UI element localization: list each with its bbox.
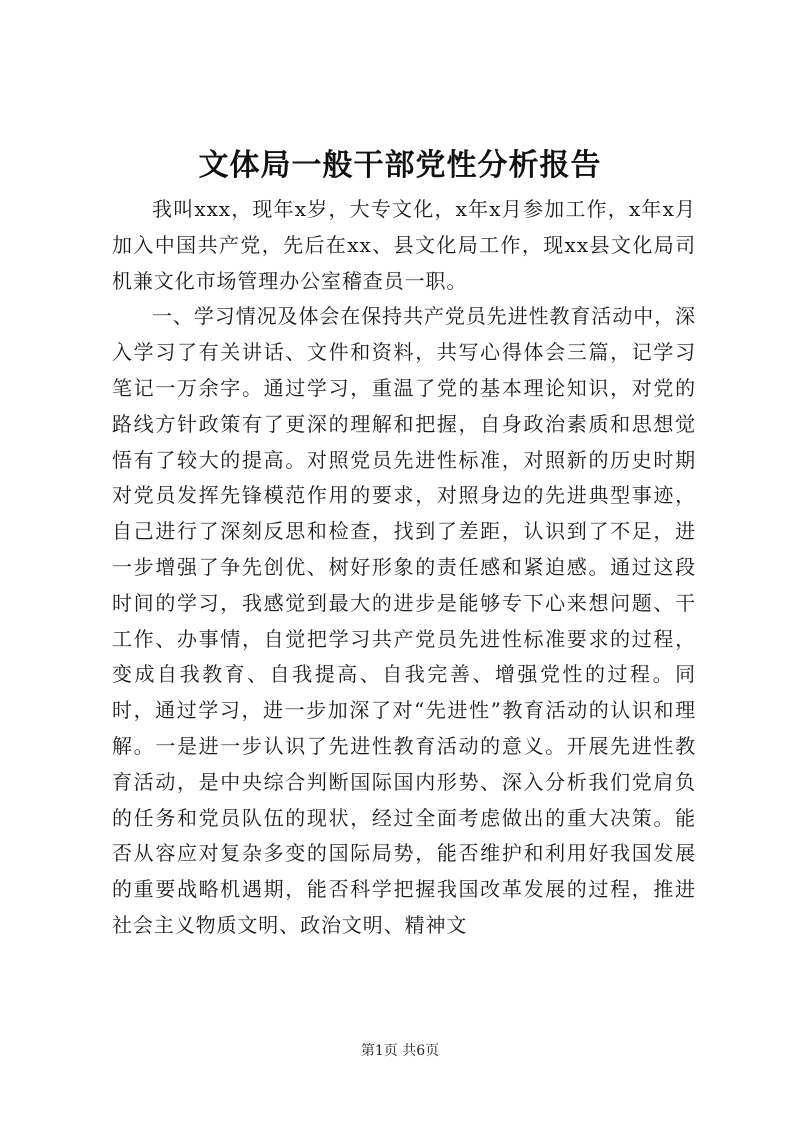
- document-title: 文体局一般干部党性分析报告: [198, 148, 602, 183]
- page-footer: 第1页 共6页: [360, 1043, 440, 1059]
- paragraph-intro: 我叫xxx，现年x岁，大专文化，x年x月参加工作，x年x月加入中国共产党，先后在xx、县文化局工作，现xx县文化局司机兼文化市场管理办公室稽查员一职。: [112, 197, 696, 293]
- paragraph-study-experience: 一、学习情况及体会在保持共产党员先进性教育活动中，深入学习了有关讲话、文件和资料，共写心得体会三篇，记学习笔记一万余字。通过学习，重温了党的基本理论知识，对党的路线方针政策有了更深的理解和把握，自身政治素质和思想觉悟有了较大的提高。对照党员先进性标准，对照新的历史时期对党员发挥先锋模范作用的要求，对照身边的先进典型事迹，自己进行了深刻反思和检查，找到了差距，认识到了不足，进一步增强了争先创优、树好形象的责任感和紧迫感。通过这段时间的学习，我感觉到最大的进步是能够专下心来想问题、干工作、办事情，自觉把学习共产党员先进性标准要求的过程，变成自我教育、自我提高、自我完善、增强党性的过程。同时，通过学习，进一步加深了对“先进性”教育活动的认识和理解。一是进一步认识了先进性教育活动的意义。开展先进性教育活动，是中央综合判断国际国内形势、深入分析我们党肩负的任务和党员队伍的现状，经过全面考虑做出的重大决策。能否从容应对复杂多变的国际局势，能否维护和利用好我国发展的重要战略机遇期，能否科学把握我国改革发展的过程，推进社会主义物质文明、政治文明、精神文: [112, 304, 696, 937]
- document-body: [112, 192, 696, 944]
